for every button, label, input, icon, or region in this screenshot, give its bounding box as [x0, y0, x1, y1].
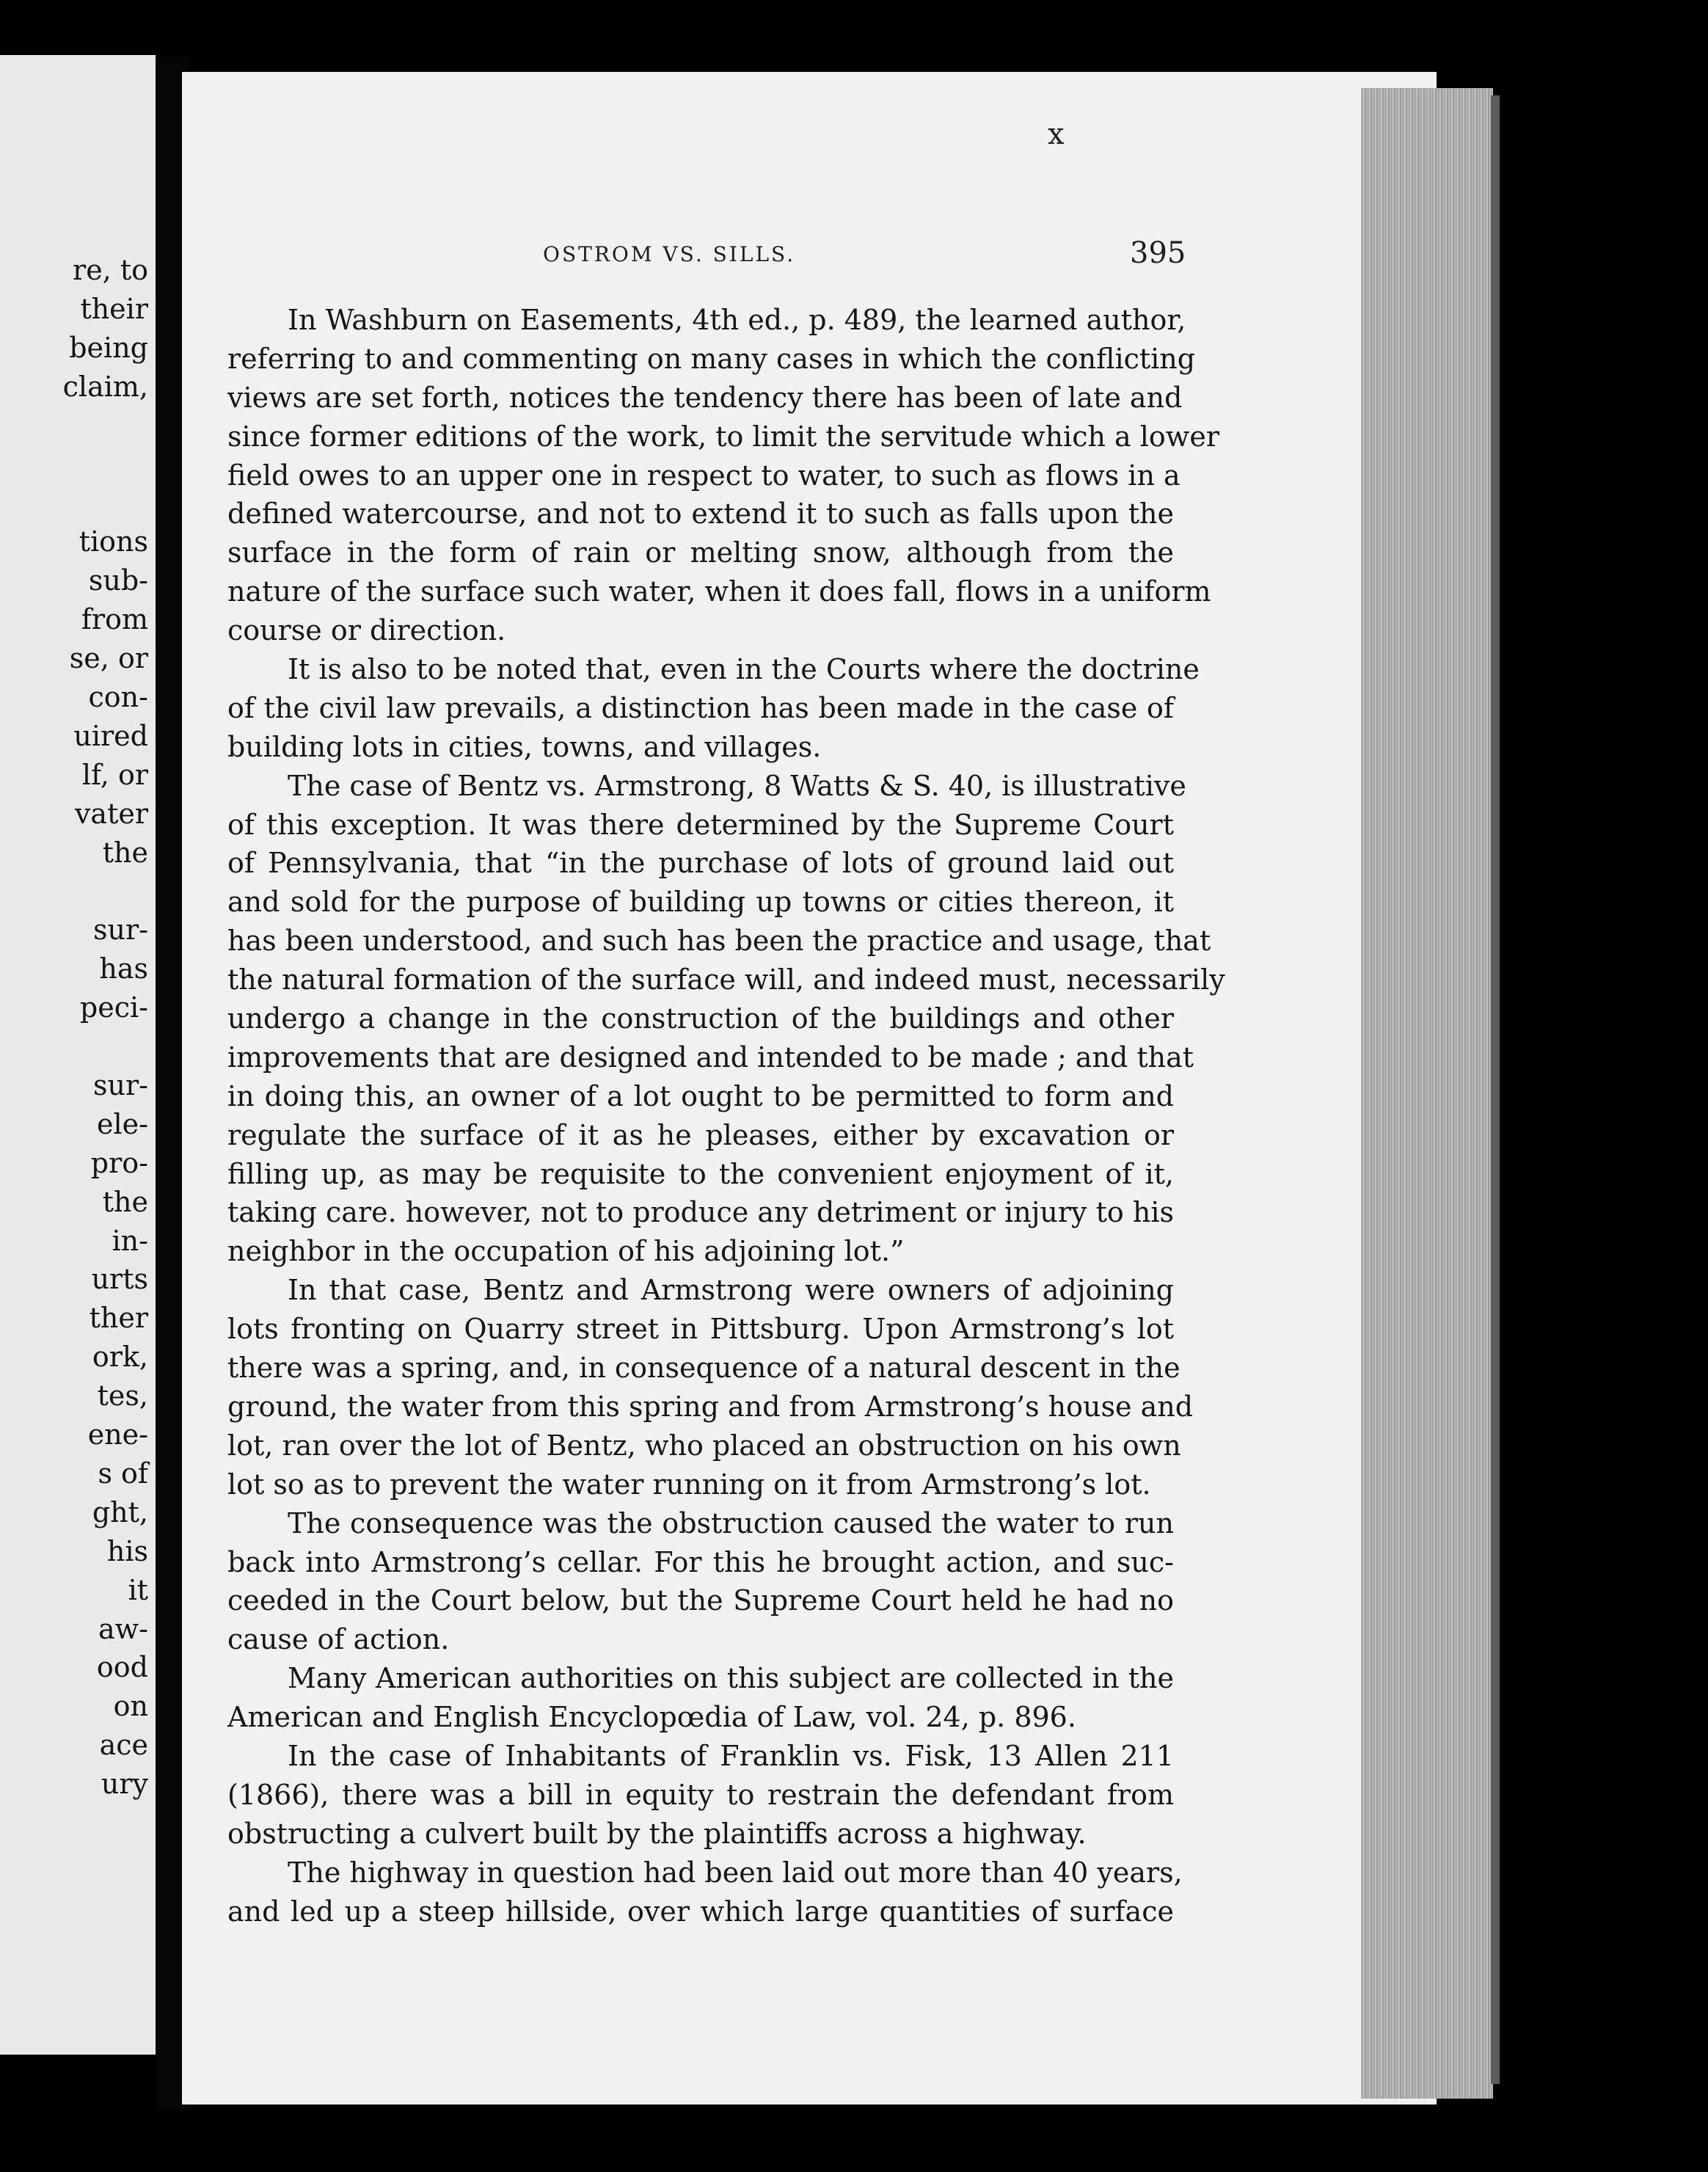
- facing-page-fragment: [0, 55, 156, 2055]
- facing-page-text-fragment: ene-: [87, 1418, 148, 1451]
- facing-page-text-fragment: has: [99, 952, 148, 985]
- text-line: there was a spring, and, in consequence of a natural descent in the: [227, 1352, 1180, 1385]
- text-line: ground, the water from this spring and from Armstrong’s house and: [227, 1390, 1194, 1423]
- facing-page-text-fragment: se, or: [69, 642, 148, 674]
- facing-page-text-fragment: peci-: [79, 991, 148, 1024]
- facing-page-text-fragment: sur-: [93, 914, 148, 947]
- text-line: of this exception. It was there determined by the Supreme Court: [227, 808, 1174, 841]
- page-edges: [1361, 88, 1493, 2099]
- page-edges-shadow: [1491, 95, 1500, 2084]
- text-line: obstructing a culvert built by the plaintiffs across a highway.: [227, 1817, 1087, 1850]
- facing-page-text-fragment: uired: [73, 719, 148, 752]
- text-line: lots fronting on Quarry street in Pittsburg. Upon Armstrong’s lot: [227, 1313, 1174, 1346]
- text-line: defined watercourse, and not to extend it to such as falls upon the: [227, 498, 1174, 531]
- facing-page-text-fragment: vater: [74, 797, 148, 830]
- facing-page-text-fragment: tes,: [97, 1380, 148, 1413]
- facing-page-text-fragment: pro-: [90, 1146, 148, 1179]
- text-line: views are set forth, notices the tendency there has been of late and: [227, 381, 1183, 414]
- facing-page-text-fragment: being: [69, 331, 148, 364]
- facing-page-text-fragment: it: [128, 1573, 148, 1606]
- facing-page-text-fragment: the: [102, 836, 148, 869]
- text-line: cause of action.: [227, 1623, 450, 1656]
- facing-page-text-fragment: ele-: [97, 1107, 148, 1140]
- text-line: in doing this, an owner of a lot ought to be permitted to form and: [227, 1079, 1174, 1112]
- page-number: 395: [1130, 236, 1186, 270]
- text-line: back into Armstrong’s cellar. For this he brought action, and suc-: [227, 1545, 1174, 1578]
- text-line: since former editions of the work, to limit the servitude which a lower: [227, 420, 1219, 453]
- corner-mark: x: [1048, 117, 1065, 151]
- text-line: (1866), there was a bill in equity to restrain the defendant from: [227, 1778, 1174, 1811]
- text-line: regulate the surface of it as he pleases, either by excavation or: [227, 1118, 1174, 1151]
- facing-page-text-fragment: in-: [112, 1224, 148, 1257]
- facing-page-text-fragment: con-: [88, 680, 148, 713]
- text-line: improvements that are designed and intended to be made ; and that: [227, 1041, 1194, 1074]
- text-line: building lots in cities, towns, and villages.: [227, 730, 822, 763]
- text-line: course or direction.: [227, 614, 506, 647]
- text-line: In the case of Inhabitants of Franklin vs. Fisk, 13 Allen 211: [288, 1739, 1174, 1772]
- facing-page-text-fragment: urts: [91, 1263, 148, 1296]
- text-line: The case of Bentz vs. Armstrong, 8 Watts & S. 40, is illustrative: [288, 769, 1186, 802]
- facing-page-text-fragment: ght,: [92, 1495, 148, 1528]
- facing-page-text-fragment: sur-: [93, 1068, 148, 1101]
- body-text: [227, 301, 1225, 1931]
- text-line: and led up a steep hillside, over which large quantities of surface: [227, 1895, 1174, 1928]
- text-line: has been understood, and such has been the practice and usage, that: [227, 925, 1211, 958]
- text-line: lot, ran over the lot of Bentz, who placed an obstruction on his own: [227, 1429, 1181, 1462]
- facing-page-text-fragment: ork,: [92, 1341, 148, 1374]
- facing-page-text-fragment: the: [102, 1185, 148, 1218]
- running-head: OSTROM VS. SILLS.: [543, 242, 796, 266]
- facing-page-text-fragment: their: [80, 292, 148, 325]
- text-line: ceeded in the Court below, but the Supreme Court held he had no: [227, 1584, 1174, 1617]
- facing-page-text-fragment: claim,: [62, 370, 148, 403]
- text-line: of the civil law prevails, a distinction has been made in the case of: [227, 691, 1174, 724]
- facing-page-text-fragment: sub-: [88, 564, 148, 597]
- text-line: undergo a change in the construction of the buildings and other: [227, 1002, 1174, 1035]
- facing-page-text-fragment: ther: [89, 1302, 148, 1335]
- text-line: of Pennsylvania, that “in the purchase of lots of ground laid out: [227, 847, 1174, 880]
- text-line: Many American authorities on this subject are collected in the: [288, 1662, 1174, 1695]
- text-line: the natural formation of the surface will, and indeed must, necessarily: [227, 963, 1225, 996]
- text-line: In Washburn on Easements, 4th ed., p. 489, the learned author,: [288, 304, 1186, 336]
- text-line: taking care. however, not to produce any detriment or injury to his: [227, 1196, 1174, 1229]
- text-line: and sold for the purpose of building up towns or cities thereon, it: [227, 886, 1174, 919]
- facing-page-text-fragment: lf, or: [81, 758, 148, 791]
- facing-page-text-fragment: ace: [99, 1729, 148, 1762]
- facing-page-text-fragment: tions: [79, 525, 148, 558]
- text-line: It is also to be noted that, even in the Courts where the doctrine: [288, 653, 1200, 686]
- facing-page-text-fragment: ury: [101, 1768, 148, 1801]
- facing-page-text-fragment: ood: [96, 1651, 148, 1684]
- text-line: In that case, Bentz and Armstrong were owners of adjoining: [288, 1274, 1174, 1307]
- facing-page-text-fragment: his: [106, 1534, 148, 1567]
- facing-page-text-fragment: aw-: [98, 1612, 148, 1645]
- facing-page-text-fragment: re, to: [73, 254, 148, 286]
- facing-page-text-fragment: on: [113, 1690, 148, 1723]
- text-line: nature of the surface such water, when it does fall, flows in a uniform: [227, 575, 1211, 608]
- facing-page-text-fragment: from: [81, 603, 148, 636]
- text-line: surface in the form of rain or melting snow, although from the: [227, 536, 1174, 569]
- text-line: The highway in question had been laid out more than 40 years,: [288, 1856, 1183, 1889]
- facing-page-text-fragment: s of: [98, 1457, 148, 1490]
- text-line: referring to and commenting on many cases in which the conflicting: [227, 342, 1196, 375]
- text-line: American and English Encyclopœdia of Law, vol. 24, p. 896.: [227, 1701, 1076, 1734]
- text-line: filling up, as may be requisite to the convenient enjoyment of it,: [227, 1157, 1174, 1190]
- text-line: lot so as to prevent the water running on it from Armstrong’s lot.: [227, 1468, 1151, 1501]
- text-line: field owes to an upper one in respect to water, to such as flows in a: [227, 459, 1180, 492]
- text-line: neighbor in the occupation of his adjoining lot.”: [227, 1235, 905, 1268]
- text-line: The consequence was the obstruction caused the water to run: [288, 1506, 1174, 1539]
